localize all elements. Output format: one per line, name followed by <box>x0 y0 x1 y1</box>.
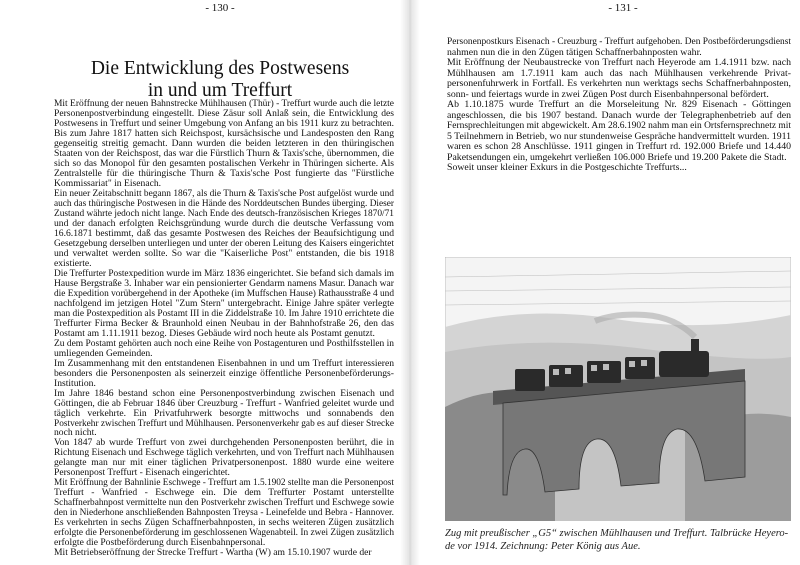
text-line: Zustand währte jedoch nicht lange. Nach Ende des deutsch-französischen Krieges 1870/71 <box>54 207 394 219</box>
page-number: - 131 - <box>608 2 638 14</box>
text-line: Paketsendungen ein, umgekehrt verließen 106.000 Briefe und 19.200 Pakete die Stadt. <box>447 151 787 163</box>
text-line: erfolgte die Personenbeförderung im geschlossenen Wagenabteil. In zwei Zügen zusätzlich <box>54 527 394 539</box>
paragraph <box>447 37 791 58</box>
text-line: Personenpostkurs Eisenach - Creuzburg - Treffurt aufgehoben. Den Postbeförderungsdienst <box>447 36 791 47</box>
text-line: 16.6.1871 bestimmt, daß das gesamte Postwesen des Reiches der Beaufsichtigung und <box>54 227 394 239</box>
page-number: - 130 - <box>205 2 235 14</box>
text-line: Staaten von der Reichspost, das war die Fürstlich Thurn & Taxis'sche, übernommen, die <box>54 147 394 159</box>
text-line: Im Zusammenhang mit den entstandenen Eisenbahnen in und um Treffurt interessieren <box>54 357 394 369</box>
text-line: die Expedition vorübergehend in der Apotheke (im Muffschen Hause) Rathausstraße 4 und <box>54 287 395 299</box>
text-line: gelangte man nur mit einer täglichen Privatpersonenpost. 1880 wurde eine weitere <box>54 457 394 469</box>
paragraph <box>447 58 791 100</box>
text-line: angeschlossen, die bis 1907 bestand. Danach wurde der Telegraphenbetrieb auf den <box>447 109 791 121</box>
text-line: Treffurter Firma Becker & Braunhold einen Neubau in der Bahnhofstraße 26, den das <box>54 317 394 329</box>
text-line: täglich verkehrte. Ein Privatfuhrwerk besorgte mittwochs und sonnabends den <box>54 407 394 419</box>
text-line: Institution. <box>54 377 96 389</box>
text-line: Treffurt - Wanfried - Eschwege ein. Die dem Treffurter Postamt unterstellte <box>54 487 394 499</box>
text-line: besonders die Personenposten als seinerzeit einzige öffentliche Personenbeförderungs- <box>54 367 394 379</box>
text-line: Ein neuer Zeitabschnitt begann 1867, als die Thurn & Taxis'sche Post aufgelöst wurde und <box>54 187 394 199</box>
text-line: und verwaltet werden sollte. So war die "Kaiserliche Post" entstanden, die bis 1918 <box>54 247 394 259</box>
text-line: und der danach erfolgten Reichsgründung wurde durch die deutsche Verfassung vom <box>54 217 394 229</box>
caption-line: de vor 1914. Zeichnung: Peter König aus Aue. <box>445 541 641 552</box>
text-line: Mit Eröffnung der neuen Bahnstrecke Mühlhausen (Thür) - Treffurt wurde auch die letzte <box>54 98 395 109</box>
paragraph <box>447 100 791 163</box>
text-line: Postverkehr zwischen Treffurt und Mühlhausen. Personenverkehr gab es auf dieser Strecke <box>54 417 394 429</box>
text-line: nachfolgend im jetzigen Hotel "Zum Stern" untergebracht. Einige Jahre später verlegte <box>54 297 394 309</box>
text-line: Es verkehrten in sechs Zügen Schaffnerbahnposten, in sechs weiteren Zügen zusätzlich <box>54 517 394 529</box>
text-line: Fernsprechleitungen mit abgewickelt. Am 28.6.1902 nahm man ein Ortsfernsprechnetz mit <box>447 120 792 131</box>
text-line: Von 1847 ab wurde Treffurt von zwei durchgehenden Personenposten berührt, die in <box>54 437 394 449</box>
text-line: Zu dem Postamt gehörten auch noch eine Reihe von Postagenturen und Posthilfsstellen in <box>54 337 394 349</box>
text-line: Gesetzgebung derselben unterliegen und unter der oberen Leitung des Kaisers eingerichtet <box>54 237 394 249</box>
paragraph <box>54 359 394 389</box>
text-line: Mit Eröffnung der Bahnlinie Eschwege - Treffurt am 1.5.1902 stellte man die Personenpost <box>54 477 394 489</box>
text-line: den in Niederhone anschließenden Bahnposten Treysa - Leinefelde und Bebra - Hannover. <box>54 507 395 519</box>
title-line: Die Entwicklung des Postwesens <box>90 58 350 79</box>
text-line: Göttingen, die ab Februar 1846 über Creuzburg - Treffurt - Wanfried geleitet wurde und <box>54 397 394 409</box>
paragraph <box>54 548 394 558</box>
right-page <box>415 0 800 565</box>
text-line: sich so das Monopol für den gesamten postalischen Verkehr in Thüringen sicherte. Als <box>54 157 394 169</box>
paragraph <box>54 339 394 359</box>
text-line: Richtung Eisenach und Eschwege täglich verkehrten, und von Treffurt nach Mühlhausen <box>54 447 395 459</box>
figure-caption <box>445 527 795 553</box>
paragraph <box>447 163 791 174</box>
text-line: Hause Bergstraße 3. Inhaber war ein pensionierter Gendarm namens Masur. Danach war <box>54 277 394 289</box>
paragraph <box>54 478 394 548</box>
text-line: Soweit unser kleiner Exkurs in die Postgeschichte Treffurts... <box>447 162 687 173</box>
paragraph <box>54 99 394 129</box>
caption-line: Zug mit preußischer „G5“ zwischen Mühlhausen und Treffurt. Talbrücke Heyero- <box>445 528 789 539</box>
text-line: Kommissariat" in Eisenach. <box>54 177 162 189</box>
text-line: gegenseitig streitig gemacht. Dann wurden die beiden letzteren in den thüringischen <box>54 137 394 149</box>
text-line: sonn- und feiertags wurde in zwei Zügen Post durch Eisenbahnpersonal befördert. <box>447 88 769 100</box>
body-text <box>447 37 791 174</box>
text-line: noch nicht. <box>54 427 97 439</box>
text-line: Mit Eröffnung der Neubaustrecke von Treffurt nach Heyerode am 1.4.1911 bzw. nach <box>447 57 791 68</box>
text-line: existierte. <box>54 257 92 269</box>
text-line: Im Jahre 1846 bestand schon eine Personenpostverbindung zwischen Eisenach und <box>54 387 394 399</box>
text-line: personenfuhrwerk in Fortfall. Es verkehrten nun werktags sechs Schaffnerbahnposten, <box>447 78 791 89</box>
text-line: Ab 1.10.1875 wurde Treffurt an die Morseleitung Nr. 829 Eisenach - Göttingen <box>447 99 791 110</box>
paragraph <box>54 129 394 189</box>
text-line: Personenpostverbindung eingestellt. Diese Zäsur soll Anlaß sein, die Entwicklung des <box>54 107 394 119</box>
text-line: Personenpost Treffurt - Eisenach eingerichtet. <box>54 467 230 479</box>
paragraph <box>54 189 394 269</box>
text-line: Postamt am 1.11.1911 bezog. Dieses Gebäude wird noch heute als Postamt genutzt. <box>54 327 375 339</box>
paragraph <box>54 438 394 478</box>
text-line: Die Treffurter Postexpedition wurde im März 1836 eingerichtet. Sie befand sich damals im <box>54 267 395 279</box>
text-line: Zentralstelle für die thüringische Thurn & Taxis'sche Post fungierte das "Fürstliche <box>54 167 394 179</box>
text-line: Schaffnerbahnpost vermittelte nun den Postverkehr zwischen Treffurt und Eschwege sowie <box>54 497 395 509</box>
paragraph <box>54 269 394 339</box>
text-line: man die Postexpedition als Postamt III in die Ziddelstraße 10. Im Jahre 1910 errichtete die <box>54 307 395 319</box>
text-line: nahmen nun die in den Zügen tätigen Schaffnerbahnposten wahr. <box>447 46 702 58</box>
text-line: Postwesens in Treffurt und seiner Umgebung von Anfang an bis 1911 kurz zu betrachten. <box>54 117 394 129</box>
text-line: erfolgte die Postbeförderung durch Eisenbahnpersonal. <box>54 537 266 549</box>
text-line: waren es schon 28 Anschlüsse. 1911 gingen in Treffurt rd. 192.000 Briefe und 14.440 <box>447 141 791 152</box>
text-line: 5 Teilnehmern in Betrieb, wo nur stundenweise Gespräche handvermittelt wurden. 1911 <box>447 130 792 142</box>
paragraph <box>54 389 394 439</box>
text-line: Mit Betriebseröffnung der Strecke Treffurt - Wartha (W) am 15.10.1907 wurde der <box>54 547 372 559</box>
text-line: umliegenden Gemeinden. <box>54 347 153 359</box>
body-text <box>54 99 394 558</box>
title-line: in und um Treffurt <box>147 80 293 101</box>
chapter-title <box>40 58 400 102</box>
text-line: auch das thüringische Postwesen in die Hände des Norddeutschen Bundes überging. Dieser <box>54 197 395 209</box>
train-viaduct-drawing <box>445 257 791 521</box>
text-line: Mühlhausen am 1.7.1911 kam auch das nach Mühlhausen verkehrende Privat- <box>447 67 791 79</box>
text-line: Bis zum Jahre 1817 hatten sich Reichspost, kursächsische und Landesposten den Rang <box>54 127 394 139</box>
